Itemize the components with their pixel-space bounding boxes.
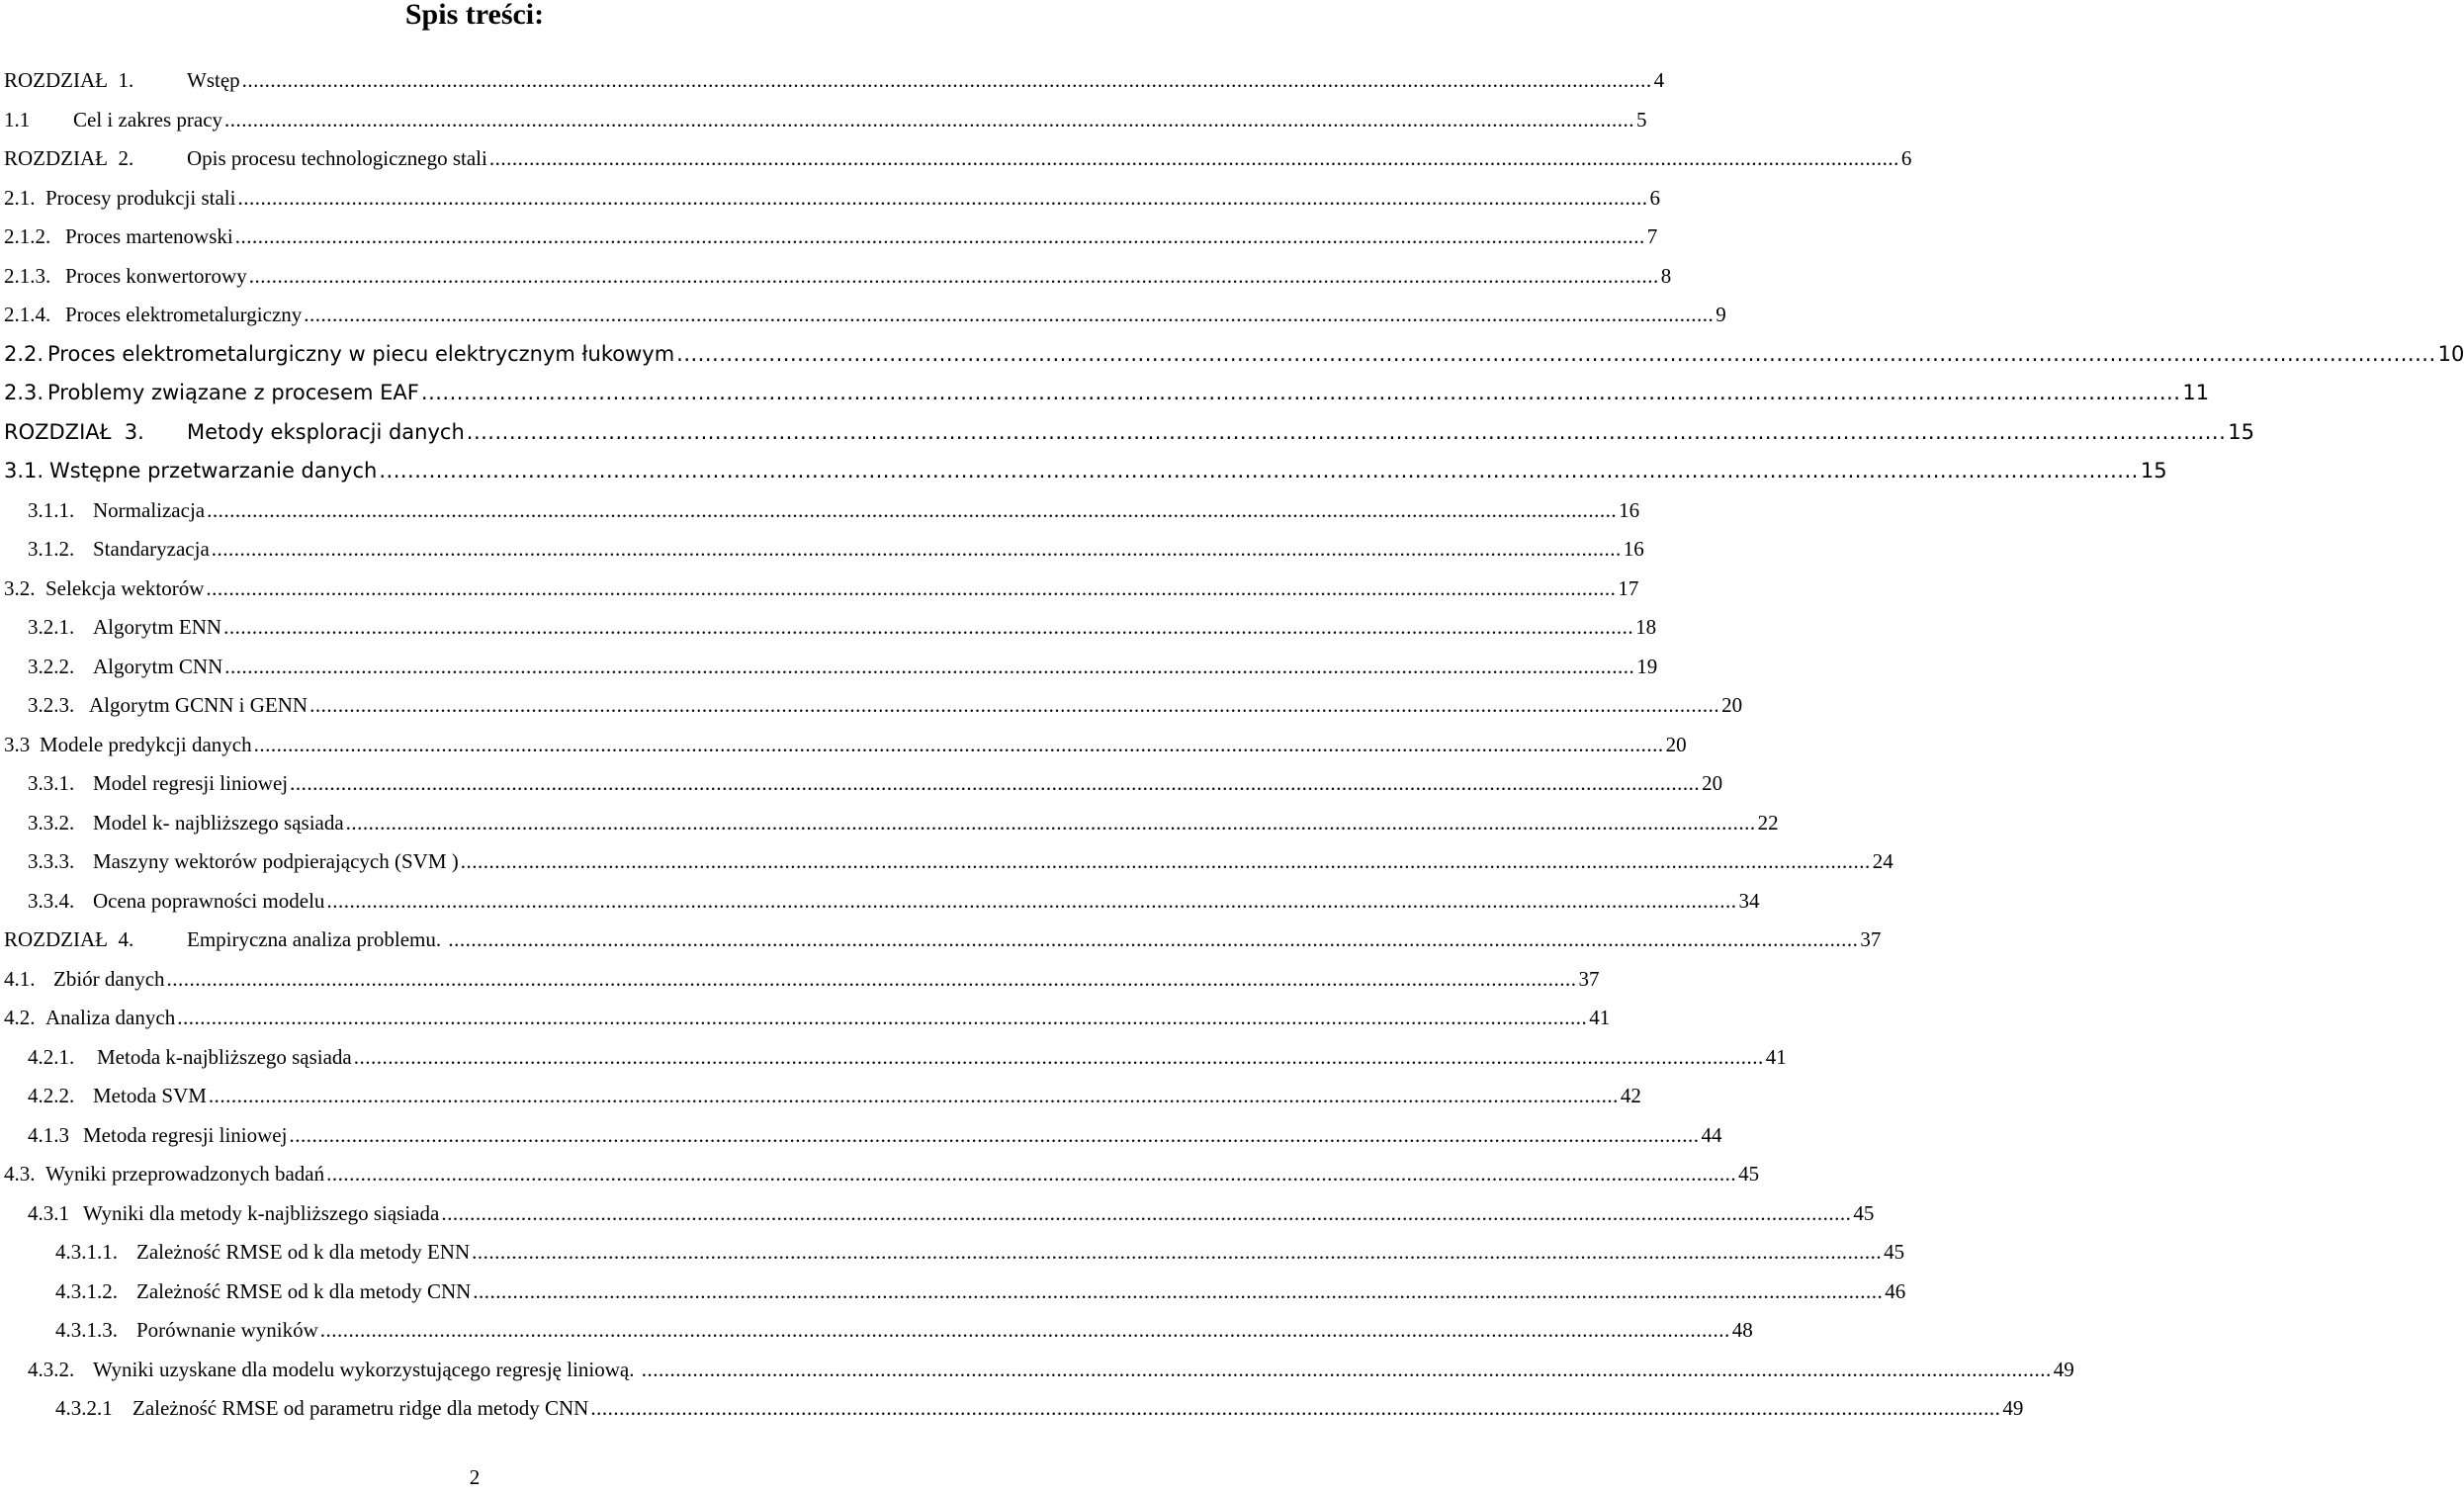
toc-entry-page: 15 — [2228, 419, 2254, 444]
toc-entry-number: ROZDZIAŁ 3. — [4, 419, 144, 444]
toc-entry[interactable] — [0, 1311, 1753, 1351]
toc-entry-title: Algorytm GCNN i GENN — [89, 693, 308, 717]
dot-leader — [207, 491, 1617, 531]
dot-leader — [177, 999, 1587, 1038]
toc-entry-number: 4.1. — [4, 966, 36, 991]
toc-entry[interactable] — [0, 452, 2167, 491]
toc-entry-title: Wyniki dla metody k-najbliższego siąsiada — [83, 1200, 440, 1225]
dot-leader — [421, 374, 2180, 413]
toc-entry-number: 3.1.1. — [28, 497, 75, 522]
toc-entry[interactable] — [0, 842, 1893, 882]
dot-leader — [320, 1311, 1730, 1351]
table-of-contents — [0, 61, 2464, 1429]
toc-entry-title: Zależność RMSE od parametru ridge dla metody CNN — [132, 1396, 589, 1420]
dot-leader — [448, 921, 1858, 960]
dot-leader — [326, 1155, 1736, 1194]
toc-entry-title: Metoda k-najbliższego sąsiada — [97, 1044, 352, 1069]
dot-leader — [467, 413, 2226, 453]
toc-entry-title: Porównanie wyników — [136, 1318, 318, 1342]
toc-entry[interactable] — [0, 218, 1658, 257]
dot-leader — [473, 1273, 1883, 1312]
dot-leader — [676, 335, 2435, 375]
toc-entry[interactable] — [0, 1194, 1875, 1234]
toc-entry-title: Wyniki przeprowadzonych badań — [45, 1162, 325, 1186]
toc-entry-number: 3.3.1. — [28, 771, 75, 795]
toc-entry-number: 3.3.3. — [28, 849, 75, 873]
toc-entry-number: ROZDZIAŁ 1. — [4, 68, 134, 92]
toc-entry-title: Opis procesu technologicznego stali — [187, 146, 487, 170]
toc-entry-title: Zależność RMSE od k dla metody ENN — [136, 1240, 471, 1264]
toc-entry[interactable] — [0, 179, 1660, 219]
toc-entry-number: 3.2.3. — [28, 693, 75, 717]
toc-entry-title: Cel i zakres pracy — [73, 107, 223, 132]
toc-entry-number: 4.3.1.2. — [55, 1278, 118, 1303]
toc-entry-number: 4.3.1.3. — [55, 1318, 118, 1342]
dot-leader — [304, 296, 1714, 335]
toc-entry[interactable] — [0, 1038, 1787, 1078]
toc-entry-title: Metody eksploracji danych — [187, 419, 465, 444]
toc-entry-title: Algorytm CNN — [93, 654, 223, 678]
toc-entry-number: 2.2. — [4, 341, 44, 366]
toc-entry-number: 4.3.2.1 — [55, 1396, 113, 1420]
toc-entry-number: 3.2.2. — [28, 654, 75, 678]
toc-entry[interactable] — [0, 335, 2464, 375]
toc-entry-number: 3.3 — [4, 732, 31, 756]
toc-entry-number: 2.1. — [4, 185, 36, 210]
page-title: Spis treści: — [404, 0, 545, 31]
toc-entry[interactable] — [0, 1351, 2074, 1390]
toc-entry-title: Standaryzacja — [93, 537, 210, 561]
toc-entry-page: 22 — [1757, 810, 1779, 835]
toc-entry-page: 20 — [1702, 771, 1723, 795]
toc-entry-number: 2.1.2. — [4, 224, 51, 248]
toc-entry-number: 2.1.3. — [4, 263, 51, 288]
toc-entry-page: 16 — [1623, 537, 1644, 561]
toc-entry-page: 37 — [1578, 966, 1600, 991]
toc-entry-number: ROZDZIAŁ 4. — [4, 927, 134, 951]
dot-leader — [224, 648, 1634, 687]
toc-entry-number: 4.3.1 — [28, 1200, 69, 1225]
toc-entry-page: 9 — [1716, 303, 1726, 326]
toc-entry-title: Wyniki uzyskane dla modelu wykorzystującego regresję liniową. — [93, 1357, 640, 1381]
toc-entry-number: ROZDZIAŁ 2. — [4, 146, 134, 170]
toc-entry[interactable] — [0, 374, 2210, 413]
toc-entry-title: Analiza danych — [45, 1006, 176, 1029]
dot-leader — [209, 1077, 1619, 1116]
toc-entry-page: 49 — [2053, 1357, 2074, 1381]
toc-entry-title: Modele predykcji danych — [40, 732, 252, 756]
toc-entry-page: 45 — [1738, 1162, 1760, 1186]
dot-leader — [309, 686, 1719, 726]
dot-leader — [590, 1389, 2000, 1429]
dot-leader — [167, 960, 1577, 1000]
dot-leader — [642, 1351, 2052, 1390]
dot-leader — [206, 570, 1616, 609]
toc-entry-page: 41 — [1589, 1006, 1611, 1029]
toc-entry-page: 20 — [1665, 732, 1687, 756]
toc-entry[interactable] — [0, 686, 1743, 726]
toc-entry-title: Proces konwertorowy — [65, 263, 247, 288]
toc-entry-title: Wstępne przetwarzanie danych — [49, 459, 378, 483]
toc-entry[interactable] — [0, 1233, 1905, 1273]
toc-entry[interactable] — [0, 1077, 1641, 1116]
toc-entry-page: 19 — [1636, 654, 1658, 678]
toc-entry-number: 3.1.2. — [28, 537, 75, 561]
dot-leader — [379, 452, 2138, 491]
dot-leader — [461, 842, 1871, 882]
toc-entry-page: 6 — [1649, 185, 1660, 210]
toc-entry-title: Model k- najbliższego sąsiada — [93, 810, 344, 835]
toc-entry-page: 42 — [1620, 1084, 1641, 1107]
dot-leader — [289, 1116, 1699, 1156]
toc-entry[interactable] — [0, 530, 1644, 570]
dot-leader — [472, 1233, 1882, 1273]
toc-entry[interactable] — [0, 1155, 1760, 1194]
dot-leader — [489, 139, 1899, 179]
toc-entry-number: 4.3.2. — [28, 1357, 75, 1381]
toc-entry-title: Zależność RMSE od k dla metody CNN — [136, 1278, 472, 1303]
toc-entry-title: Ocena poprawności modelu — [93, 888, 325, 913]
toc-entry-title: Metoda regresji liniowej — [83, 1122, 288, 1147]
toc-entry-title: Maszyny wektorów podpierających (SVM ) — [93, 849, 459, 873]
toc-entry[interactable] — [0, 608, 1657, 648]
toc-entry-page: 48 — [1731, 1318, 1753, 1342]
toc-entry-page: 8 — [1660, 263, 1672, 288]
toc-entry-number: 1.1 — [4, 107, 31, 132]
toc-entry-number: 4.1.3 — [28, 1122, 69, 1147]
toc-entry-page: 44 — [1701, 1122, 1722, 1147]
toc-entry[interactable] — [0, 570, 1639, 609]
toc-entry[interactable] — [0, 413, 2254, 453]
toc-entry-page: 7 — [1646, 224, 1658, 248]
toc-entry-title: Metoda SVM — [93, 1084, 207, 1107]
toc-entry[interactable] — [0, 726, 1687, 765]
page-number: 2 — [469, 1465, 481, 1489]
toc-entry-title: Proces martenowski — [65, 224, 233, 248]
toc-entry-page: 41 — [1765, 1044, 1787, 1069]
toc-entry[interactable] — [0, 1389, 2024, 1429]
toc-entry[interactable] — [0, 61, 1665, 101]
toc-entry-page: 49 — [2002, 1396, 2024, 1420]
toc-entry-page: 16 — [1619, 497, 1640, 522]
toc-entry-number: 3.1. — [4, 459, 44, 483]
dot-leader — [326, 882, 1736, 922]
toc-entry-number: 3.2. — [4, 575, 36, 600]
toc-entry-page: 11 — [2182, 381, 2210, 404]
toc-entry-title: Wstęp — [187, 68, 240, 92]
toc-entry-page: 46 — [1885, 1278, 1906, 1303]
toc-entry[interactable] — [0, 764, 1723, 804]
toc-entry[interactable] — [0, 257, 1672, 297]
toc-entry-number: 3.3.4. — [28, 888, 75, 913]
toc-entry-title: Normalizacja — [93, 497, 206, 522]
toc-entry[interactable] — [0, 882, 1760, 922]
toc-entry-title: Procesy produkcji stali — [45, 185, 236, 210]
toc-entry-page: 20 — [1721, 693, 1743, 717]
toc-entry-page: 37 — [1860, 927, 1882, 951]
dot-leader — [224, 101, 1634, 140]
toc-entry[interactable] — [0, 101, 1647, 140]
toc-entry-page: 45 — [1853, 1200, 1875, 1225]
toc-entry-title: Zbiór danych — [53, 966, 165, 991]
toc-entry-page: 17 — [1618, 575, 1639, 600]
dot-leader — [242, 61, 1652, 101]
toc-entry-page: 18 — [1635, 615, 1657, 639]
toc-entry[interactable] — [0, 296, 1726, 335]
toc-entry-number: 4.2.1. — [28, 1044, 75, 1069]
toc-entry-number: 4.3.1.1. — [55, 1240, 118, 1264]
toc-entry[interactable] — [0, 648, 1658, 687]
toc-entry-number: 4.2. — [4, 1006, 36, 1029]
dot-leader — [223, 608, 1633, 648]
dot-leader — [346, 804, 1756, 843]
toc-entry-title: Selekcja wektorów — [45, 575, 205, 600]
toc-entry-page: 5 — [1636, 107, 1647, 132]
toc-entry-page: 45 — [1884, 1240, 1905, 1264]
toc-entry-number: 3.2.1. — [28, 615, 75, 639]
toc-entry[interactable] — [0, 960, 1600, 1000]
toc-entry-number: 2.3. — [4, 381, 44, 404]
dot-leader — [254, 726, 1664, 765]
dot-leader — [290, 764, 1700, 804]
toc-entry[interactable] — [0, 921, 1882, 960]
toc-entry[interactable] — [0, 804, 1779, 843]
toc-entry-number: 3.3.2. — [28, 810, 75, 835]
toc-entry-title: Algorytm ENN — [93, 615, 222, 639]
dot-leader — [249, 257, 1659, 297]
toc-entry-page: 6 — [1900, 146, 1912, 170]
toc-entry[interactable] — [0, 999, 1611, 1038]
toc-entry-number: 4.3. — [4, 1162, 36, 1186]
toc-entry-title: Proces elektrometalurgiczny w piecu elektrycznym łukowym — [47, 341, 675, 366]
toc-entry[interactable] — [0, 491, 1640, 531]
toc-entry-page: 34 — [1738, 888, 1760, 913]
dot-leader — [212, 530, 1622, 570]
toc-entry-number: 2.1.4. — [4, 303, 51, 326]
toc-entry[interactable] — [0, 1116, 1722, 1156]
dot-leader — [354, 1038, 1764, 1078]
toc-entry-page: 24 — [1872, 849, 1893, 873]
toc-entry-title: Problemy związane z procesem EAF — [47, 381, 419, 404]
toc-entry[interactable] — [0, 139, 1912, 179]
toc-entry-number: 4.2.2. — [28, 1084, 75, 1107]
dot-leader — [235, 218, 1645, 257]
toc-entry-title: Model regresji liniowej — [93, 771, 289, 795]
dot-leader — [237, 179, 1647, 219]
dot-leader — [441, 1194, 1851, 1234]
toc-entry-page: 15 — [2140, 459, 2167, 483]
toc-entry-title: Empiryczna analiza problemu. — [187, 927, 447, 951]
toc-entry-title: Proces elektrometalurgiczny — [65, 303, 303, 326]
toc-entry[interactable] — [0, 1273, 1906, 1312]
toc-entry-page: 10 — [2437, 341, 2464, 366]
toc-entry-page: 4 — [1653, 68, 1665, 92]
